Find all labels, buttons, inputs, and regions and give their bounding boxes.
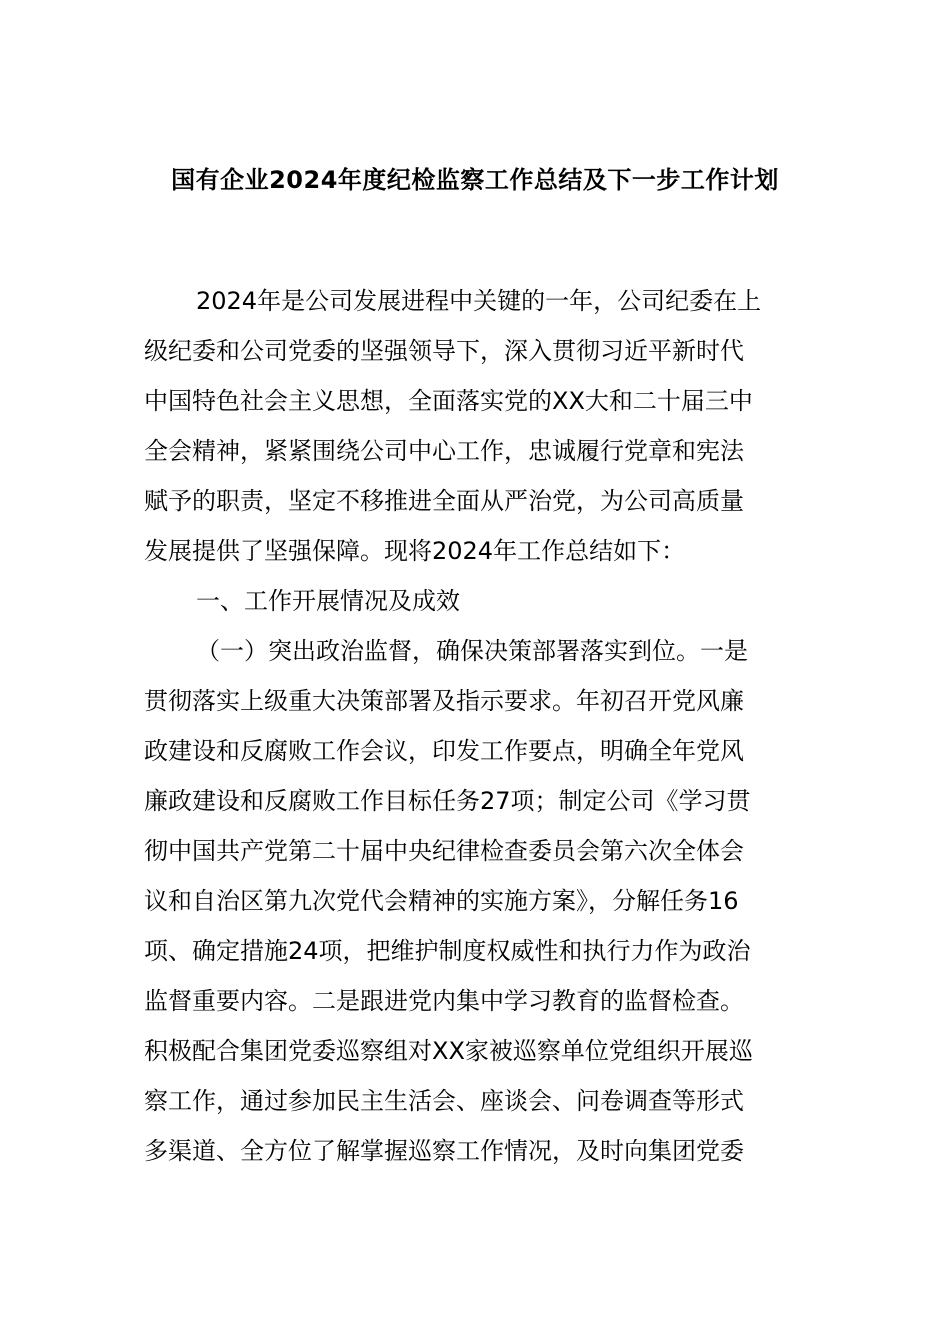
section-heading: 一、工作开展情况及成效 [196, 587, 460, 615]
paragraph-line: 贯彻落实上级重大决策部署及指示要求。年初召开党风廉 [144, 687, 744, 715]
paragraph-line: 议和自治区第九次党代会精神的实施方案》，分解任务16 [144, 887, 739, 915]
paragraph-line: 监督重要内容。二是跟进党内集中学习教育的监督检查。 [144, 987, 744, 1015]
paragraph-line: 积极配合集团党委巡察组对XX家被巡察单位党组织开展巡 [144, 1037, 753, 1065]
paragraph-line: 多渠道、全方位了解掌握巡察工作情况，及时向集团党委 [144, 1137, 744, 1165]
paragraph-line: 级纪委和公司党委的坚强领导下，深入贯彻习近平新时代 [144, 337, 744, 365]
paragraph-line: 赋予的职责，坚定不移推进全面从严治党，为公司高质量 [144, 487, 744, 515]
paragraph-line: 中国特色社会主义思想，全面落实党的XX大和二十届三中 [144, 387, 753, 415]
paragraph-line: 2024年是公司发展进程中关键的一年，公司纪委在上 [196, 287, 762, 315]
paragraph-line: 发展提供了坚强保障。现将2024年工作总结如下： [144, 537, 686, 565]
paragraph-line: 全会精神，紧紧围绕公司中心工作，忠诚履行党章和宪法 [144, 437, 744, 465]
paragraph-line: 彻中国共产党第二十届中央纪律检查委员会第六次全体会 [144, 837, 744, 865]
paragraph-line: 项、确定措施24项，把维护制度权威性和执行力作为政治 [144, 937, 751, 965]
subsection-heading-line: （一）突出政治监督，确保决策部署落实到位。一是 [196, 637, 748, 665]
document-title: 国有企业2024年度纪检监察工作总结及下一步工作计划 [171, 166, 779, 194]
paragraph-line: 察工作，通过参加民主生活会、座谈会、问卷调查等形式 [144, 1087, 744, 1115]
paragraph-line: 廉政建设和反腐败工作目标任务27项；制定公司《学习贯 [144, 787, 751, 815]
paragraph-line: 政建设和反腐败工作会议，印发工作要点，明确全年党风 [144, 737, 744, 765]
